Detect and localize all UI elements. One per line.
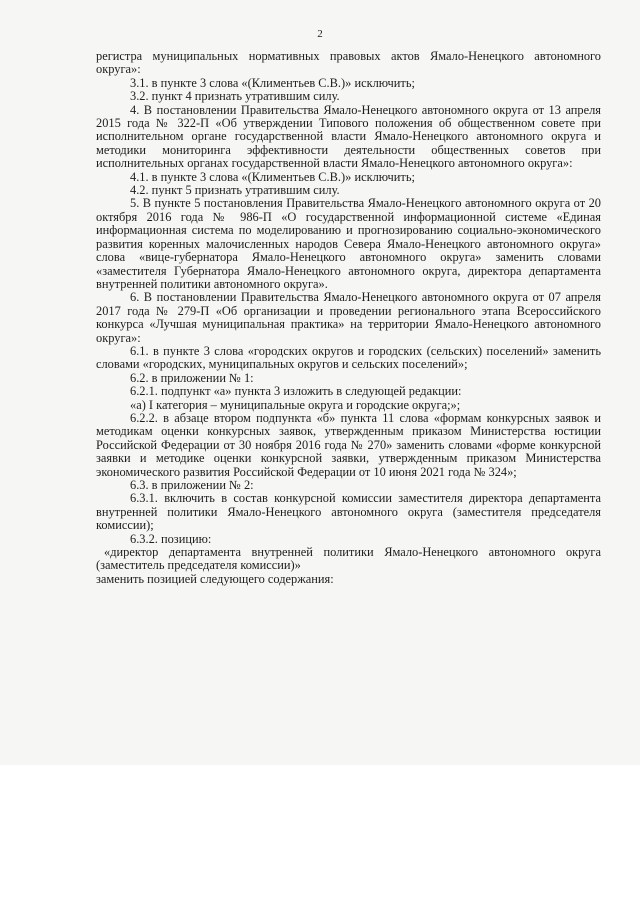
paragraph: регистра муниципальных нормативных правовых актов Ямало-Ненецкого автономного округа»:	[96, 49, 601, 77]
paragraph: 4.2. пункт 5 признать утратившим силу.	[130, 183, 340, 198]
paragraph: 6.2. в приложении № 1:	[130, 370, 254, 385]
paragraph: 4. В постановлении Правительства Ямало-Ненецкого автономного округа от 13 апреля 2015 года № 322-П «Об утверждении Типового положения об общественном совете при исполнительном органе государственной власти Ямало-Ненецкого автономного округа и методики мониторинга эффективности деятельности общественных советов при исполнительных органах государственной власти Ямало-Ненецкого автономного округа»:	[96, 102, 601, 171]
paragraph: 6.3. в приложении № 2:	[130, 478, 254, 492]
paragraph: заменить позицией следующего содержания:	[96, 571, 334, 586]
paragraph: 6.2.2. в абзаце втором подпункта «б» пункта 11 слова «формам конкурсных заявок и методикам оценки конкурсных заявок, утвержденным приказом Министерства юстиции Российской Федерации от 30 ноября 2016 года № 270» заменить словами «форме конкурсной заявки и методике оценки конкурсной заявки, утвержденным приказом Министерства экономического развития Российской Федерации от 10 июня 2021 года № 324»;	[96, 410, 601, 479]
paragraph: 4.1. в пункте 3 слова «(Климентьев С.В.)» исключить;	[130, 169, 415, 184]
paragraph: 6. В постановлении Правительства Ямало-Ненецкого автономного округа от 07 апреля 2017 года № 279-П «Об организации и проведении регионального этапа Всероссийского конкурса «Лучшая муниципальная практика» на территории Ямало-Ненецкого автономного округа»:	[96, 290, 601, 345]
paragraph: 6.3.2. позицию:	[130, 531, 212, 546]
paragraph: 3.2. пункт 4 признать утратившим силу.	[130, 89, 340, 104]
paragraph: 5. В пункте 5 постановления Правительства Ямало-Ненецкого автономного округа от 20 октября 2016 года № 986-П «О государственной информационной системе «Единая информационная система по моделированию и прогнозированию социально-экономического развития коренных малочисленных народов Севера Ямало-Ненецкого автономного округа» слова «вице-губернатора Ямало-Ненецкого автономного округа» заменить словами «заместителя Губернатора Ямало-Ненецкого автономного округа, директора департамента внутренней политики автономного округа».	[96, 196, 601, 291]
paragraph: «директор департамента внутренней политики Ямало-Ненецкого автономного округа (заместитель председателя комиссии)»	[96, 545, 601, 573]
paragraph: «а) I категория – муниципальные округа и городские округа;»;	[130, 397, 461, 412]
paragraph: 6.1. в пункте 3 слова «городских округов и городских (сельских) поселений» заменить словами «городских, муниципальных округов и сельских поселений»;	[96, 343, 601, 372]
page-number: 2	[317, 28, 323, 40]
blank-area	[0, 765, 640, 905]
paragraph: 6.2.1. подпункт «а» пункта 3 изложить в следующей редакции:	[130, 384, 462, 399]
paragraph: 3.1. в пункте 3 слова «(Климентьев С.В.)» исключить;	[130, 75, 415, 90]
document-body	[96, 50, 601, 586]
paragraph: 6.3.1. включить в состав конкурсной комиссии заместителя директора департамента внутренней политики Ямало-Ненецкого автономного округа (заместителя председателя комиссии);	[96, 491, 601, 533]
